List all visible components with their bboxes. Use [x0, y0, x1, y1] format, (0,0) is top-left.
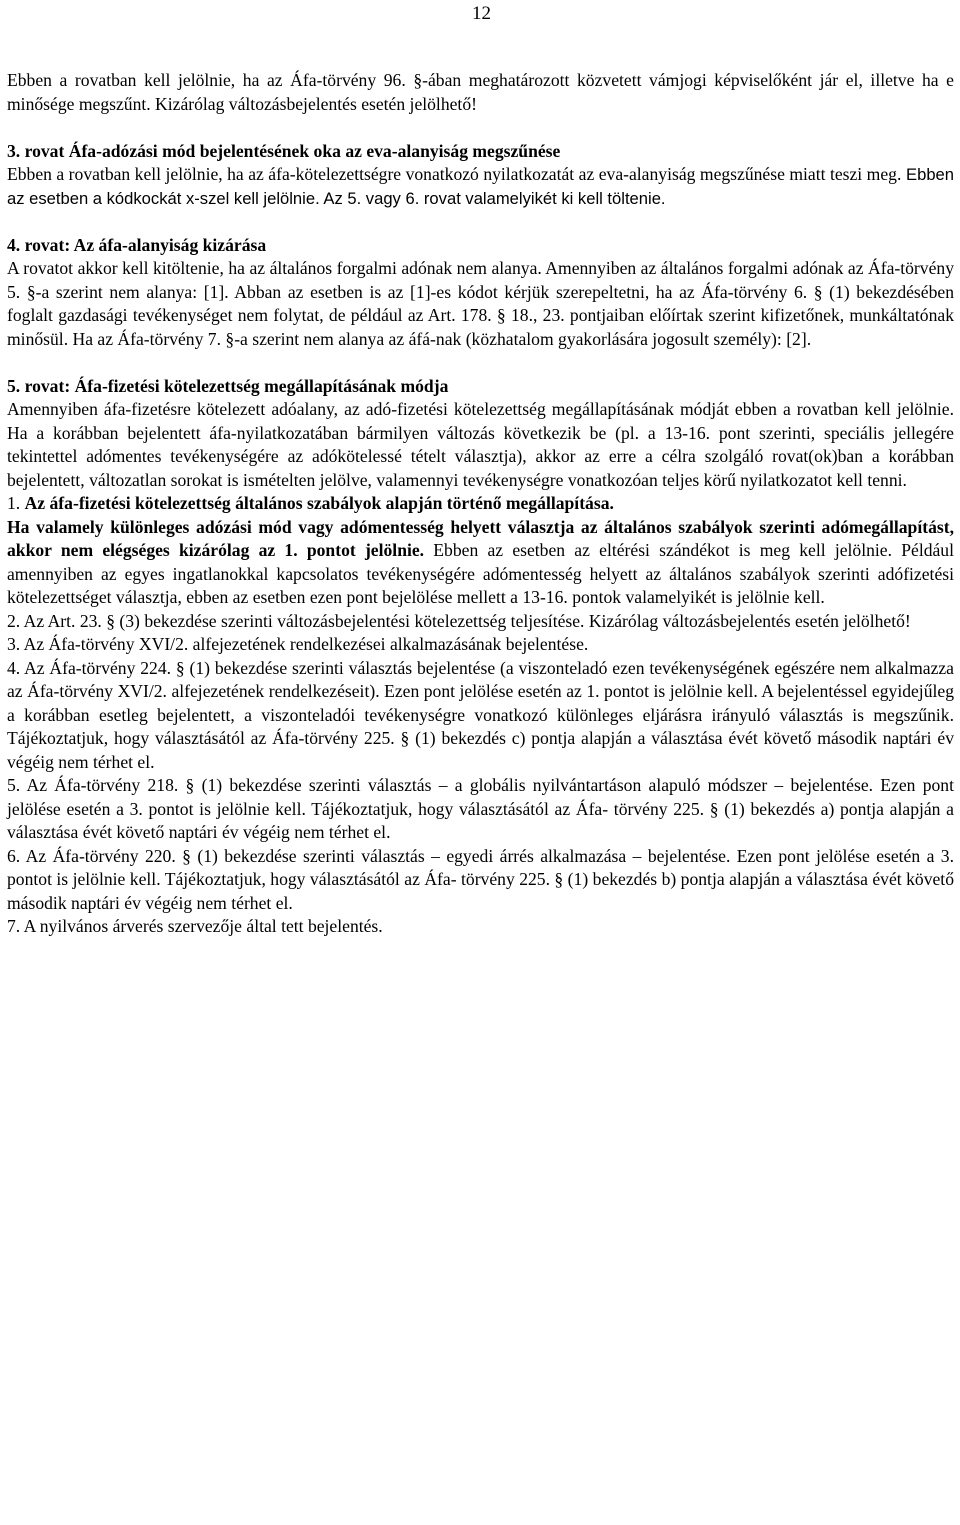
section-5-item-1	[7, 492, 954, 516]
section-5-item-1-note	[7, 516, 954, 610]
section-5-item-4: 4. Az Áfa-törvény 224. § (1) bekezdése szerinti választás bejelentése (a viszonteladó ezen tevékenységének egészére nem alkalmazza az Áfa-törvény XVI/2. alfejezetének rendelkezéseit). Ezen pont jelölése esetén az 1. pontot is jelölnie kell. A bejelentéssel egyidejűleg a korábban esetleg bejelentett, a viszonteladói tevékenységre vonatkozó különleges eljárásra irányuló választás is megszűnik. Tájékoztatjuk, hogy választásától az Áfa-törvény 225. § (1) bekezdés c) pontja alapján a választása évét követő második naptári év végéig nem térhet el.	[7, 657, 954, 772]
item-1-body: Ebben az esetben az eltérési szándékot is meg kell jelölnie. Például amennyiben az egyes ingatlanokkal kapcsolatos tevékenységére adómentesség helyett az általános szabályok szerinti adófizetési kötelezettséget választja, ebben az esetben ezen pont bejelölése mellett a 13-16. pontok valamelyikét is jelölnie kell.	[7, 540, 954, 607]
item-1-bold-note: Ha valamely különleges adózási mód vagy adómentesség helyett választja az általános szabályok szerinti adómegállapítást, akkor nem elégséges kizárólag az 1. pontot jelölnie.	[7, 516, 954, 560]
section-5-item-6: 6. Az Áfa-törvény 220. § (1) bekezdése szerinti választás – egyedi árrés alkalmazása – bejelentése. Ezen pont jelölése esetén a 3. pontot is jelölnie kell. Tájékoztatjuk, hogy választásától az Áfa- törvény 225. § (1) bekezdés b) pontja alapján a választása évét követő második naptári év végéig nem térhet el.	[7, 845, 954, 913]
spacer	[7, 210, 954, 234]
intro-paragraph: Ebben a rovatban kell jelölnie, ha az Áfa-törvény 96. §-ában meghatározott közvetett vámjogi képviselőként jár el, illetve ha e minősége megszűnt. Kizárólag változásbejelentés esetén jelölhető!	[7, 70, 954, 114]
spacer	[7, 351, 954, 375]
section-3-heading: 3. rovat Áfa-adózási mód bejelentésének oka az eva-alanyiság megszűnése	[7, 140, 561, 161]
section-5-body: Amennyiben áfa-fizetésre kötelezett adóalany, az adó-fizetési kötelezettség megállapításának módját ebben a rovatban kell jelölnie. Ha a korábban bejelentett áfa-nyilatkozatában bármilyen változás következik be (pl. a 13-16. pont szerinti, speciális jellegére tekintettel adómentes tevékenységére az adókötelessé tételt választja), akkor az erre a célra szolgáló rovat(ok)ban a korábban bejelentett, változatlan sorokat is ismételten jelölve, valamennyi tevékenységre vonatkozóan teljes körű nyilatkozatot kell tenni.	[7, 399, 954, 490]
item-1-bold-title: Az áfa-fizetési kötelezettség általános szabályok alapján történő megállapítása.	[24, 493, 614, 513]
section-5-item-7: 7. A nyilvános árverés szervezője által tett bejelentés.	[7, 916, 383, 936]
section-3-body-serif: Ebben a rovatban kell jelölnie, ha az áfa-kötelezettségre vonatkozó nyilatkozatát az eva-alanyiság megszűnése miatt teszi meg.	[7, 164, 902, 184]
section-3-body-sans: Ebben az esetben a kódkockát x-szel kell jelölnie. Az 5. vagy 6. rovat valamelyikét ki kell töltenie.	[7, 165, 955, 208]
section-4-body: A rovatot akkor kell kitöltenie, ha az általános forgalmi adónak nem alanya. Amennyiben az általános forgalmi adónak az Áfa-törvény 5. §-a szerint nem alanya: [1]. Abban az esetben is az [1]-es kódot kérjük szerepeltetni, ha az Áfa-törvény 6. § (1) bekezdésében foglalt gazdasági tevékenységet nem folytat, de például az Art. 178. § 18., 23. pontjaiban előírtak szerint kifizetőnek, munkáltatónak minősül. Ha az Áfa-törvény 7. §-a szerint nem alanya az áfá-nak (közhatalom gyakorlására jogosult személy): [2].	[7, 258, 954, 349]
section-5-item-5: 5. Az Áfa-törvény 218. § (1) bekezdése szerinti választás – a globális nyilvántartáson alapuló módszer – bejelentése. Ezen pont jelölése esetén a 3. pontot is jelölnie kell. Tájékoztatjuk, hogy választásától az Áfa- törvény 225. § (1) bekezdés a) pontja alapján a választása évét követő naptári év végéig nem térhet el.	[7, 775, 954, 842]
document-body	[7, 69, 954, 939]
section-4-heading: 4. rovat: Az áfa-alanyiság kizárása	[7, 234, 267, 255]
item-1-number: 1.	[7, 493, 25, 513]
section-5-heading: 5. rovat: Áfa-fizetési kötelezettség megállapításának módja	[7, 375, 449, 396]
spacer	[7, 116, 954, 140]
page-number: 12	[472, 3, 491, 24]
section-5-item-2: 2. Az Art. 23. § (3) bekezdése szerinti változásbejelentési kötelezettség teljesítése. Kizárólag változásbejelentés esetén jelölhető!	[7, 610, 911, 631]
section-3-body	[7, 163, 954, 210]
section-5-item-3: 3. Az Áfa-törvény XVI/2. alfejezetének rendelkezései alkalmazásának bejelentése.	[7, 634, 589, 654]
